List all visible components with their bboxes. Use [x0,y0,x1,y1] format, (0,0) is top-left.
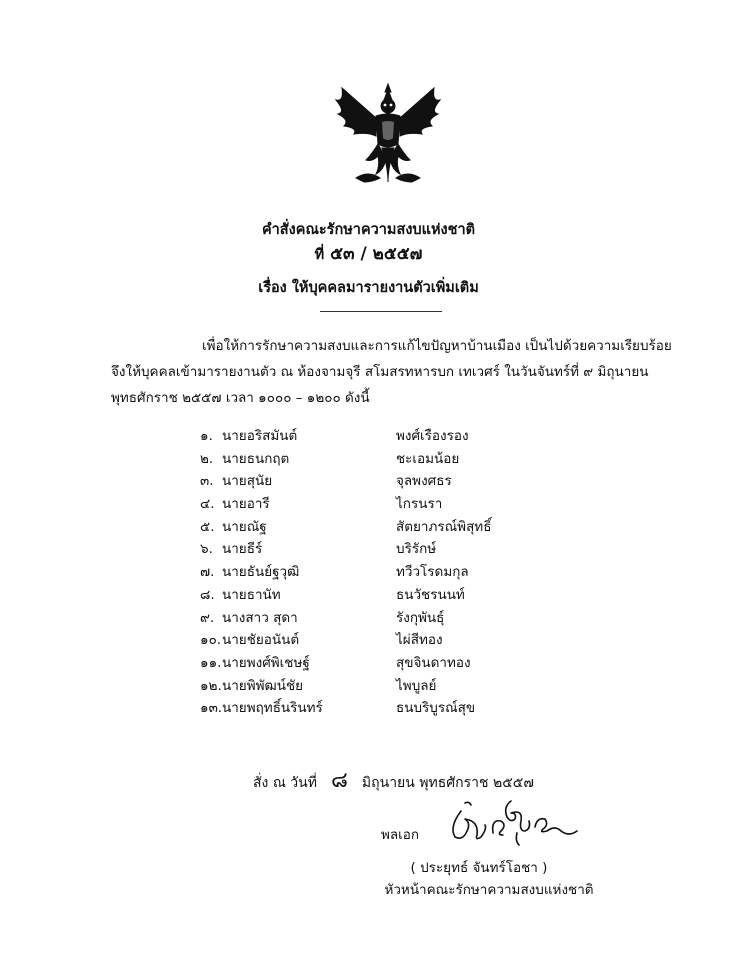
order-number-label: ที่ [314,247,325,263]
person-last-name: สุขจินดาทอง [396,654,471,671]
person-first-name: นางสาว สุดา [222,609,298,626]
list-item [200,424,520,447]
person-first-name: นายสุนัย [222,473,273,490]
order-number [0,240,737,267]
person-number: ๔. [200,496,215,513]
person-last-name: ไกรนรา [396,496,443,513]
given-month-year: มิถุนายน พุทธศักราช ๒๕๕๗ [361,775,534,791]
person-list [200,424,520,719]
person-number: ๑. [200,428,213,444]
person-first-name: นายธีร์ [222,541,263,558]
order-title: คำสั่งคณะรักษาความสงบแห่งชาติ [261,222,476,238]
list-item [200,674,520,697]
person-number: ๘. [200,586,215,603]
person-first-name: นายชัยอนันต์ [222,632,300,649]
signer-position: หัวหน้าคณะรักษาความสงบแห่งชาติ [384,882,594,898]
person-first-name: นายพงศ์พิเชษฐ์ [222,654,310,671]
body-line-3: พุทธศักราช ๒๕๕๗ เวลา ๑๐๐๐ – ๑๒๐๐ ดังนี้ [111,390,370,406]
subject-divider [320,311,442,312]
signer-rank: พลเอก [381,827,420,843]
person-number: ๙. [200,609,215,626]
list-item [200,469,520,492]
list-item [200,583,520,606]
person-last-name: พงศ์เรืองรอง [396,428,469,444]
person-first-name: นายธานัท [222,586,281,603]
person-number: ๑๓. [200,700,223,717]
person-last-name: รังกุพันธุ์ [396,609,445,626]
person-number: ๑๒. [200,677,222,694]
person-last-name: ธนบริบูรณ์สุข [396,700,476,717]
given-prefix: สั่ง ณ วันที่ [253,775,317,791]
person-last-name: ธนวัชรนนท์ [396,586,465,603]
person-number: ๖. [200,541,213,558]
list-item [200,696,520,719]
person-number: ๕. [200,518,215,535]
person-first-name: นายอริสมันต์ [222,428,298,444]
person-last-name: ไผ่สีทอง [396,632,443,649]
person-last-name: จุลพงศธร [396,473,452,490]
person-first-name: นายพฤทธิ์นรินทร์ [222,700,323,717]
handwritten-signature [445,797,585,849]
person-first-name: นายธันย์ฐวุฒิ [222,564,300,581]
person-number: ๑๐. [200,632,222,649]
person-number: ๓. [200,473,214,490]
person-first-name: นายพิพัฒน์ชัย [222,677,304,694]
person-last-name: ไพบูลย์ [396,677,437,694]
person-first-name: นายอารี [222,496,270,513]
list-item [200,447,520,470]
body-line-2: จึงให้บุคคลเข้ามารายงานตัว ณ ห้องจามจุรี สโมสรทหารบก เทเวศร์ ในวันจันทร์ที่ ๙ มิถุนายน [111,364,649,380]
person-number: ๑๑. [200,654,222,671]
list-item [200,606,520,629]
given-date-line [253,762,544,797]
order-number-value: ๕๓ / ๒๕๕๗ [330,244,423,264]
list-item [200,515,520,538]
person-number: ๗. [200,564,215,581]
garuda-emblem-icon [328,82,448,186]
list-item [200,560,520,583]
body-line-1: เพื่อให้การรักษาความสงบและการแก้ไขปัญหาบ้านเมือง เป็นไปด้วยความเรียบร้อย [202,338,672,354]
order-subject: เรื่อง ให้บุคคลมารายงานตัวเพิ่มเติม [258,280,479,296]
person-last-name: สัตยาภรณ์พิสุทธิ์ [396,518,492,535]
person-number: ๒. [200,450,214,467]
person-last-name: บริรักษ์ [396,541,437,558]
signer-name: ( ประยุทธ์ จันทร์โอชา ) [410,860,548,876]
list-item [200,628,520,651]
list-item [200,537,520,560]
person-last-name: ชะเอมน้อย [396,450,460,467]
list-item [200,651,520,674]
given-day: ๘ [330,768,348,793]
person-last-name: ทวีวโรดมกุล [396,564,469,581]
person-first-name: นายณัฐ [222,518,267,535]
list-item [200,492,520,515]
person-first-name: นายธนกฤต [222,450,290,467]
